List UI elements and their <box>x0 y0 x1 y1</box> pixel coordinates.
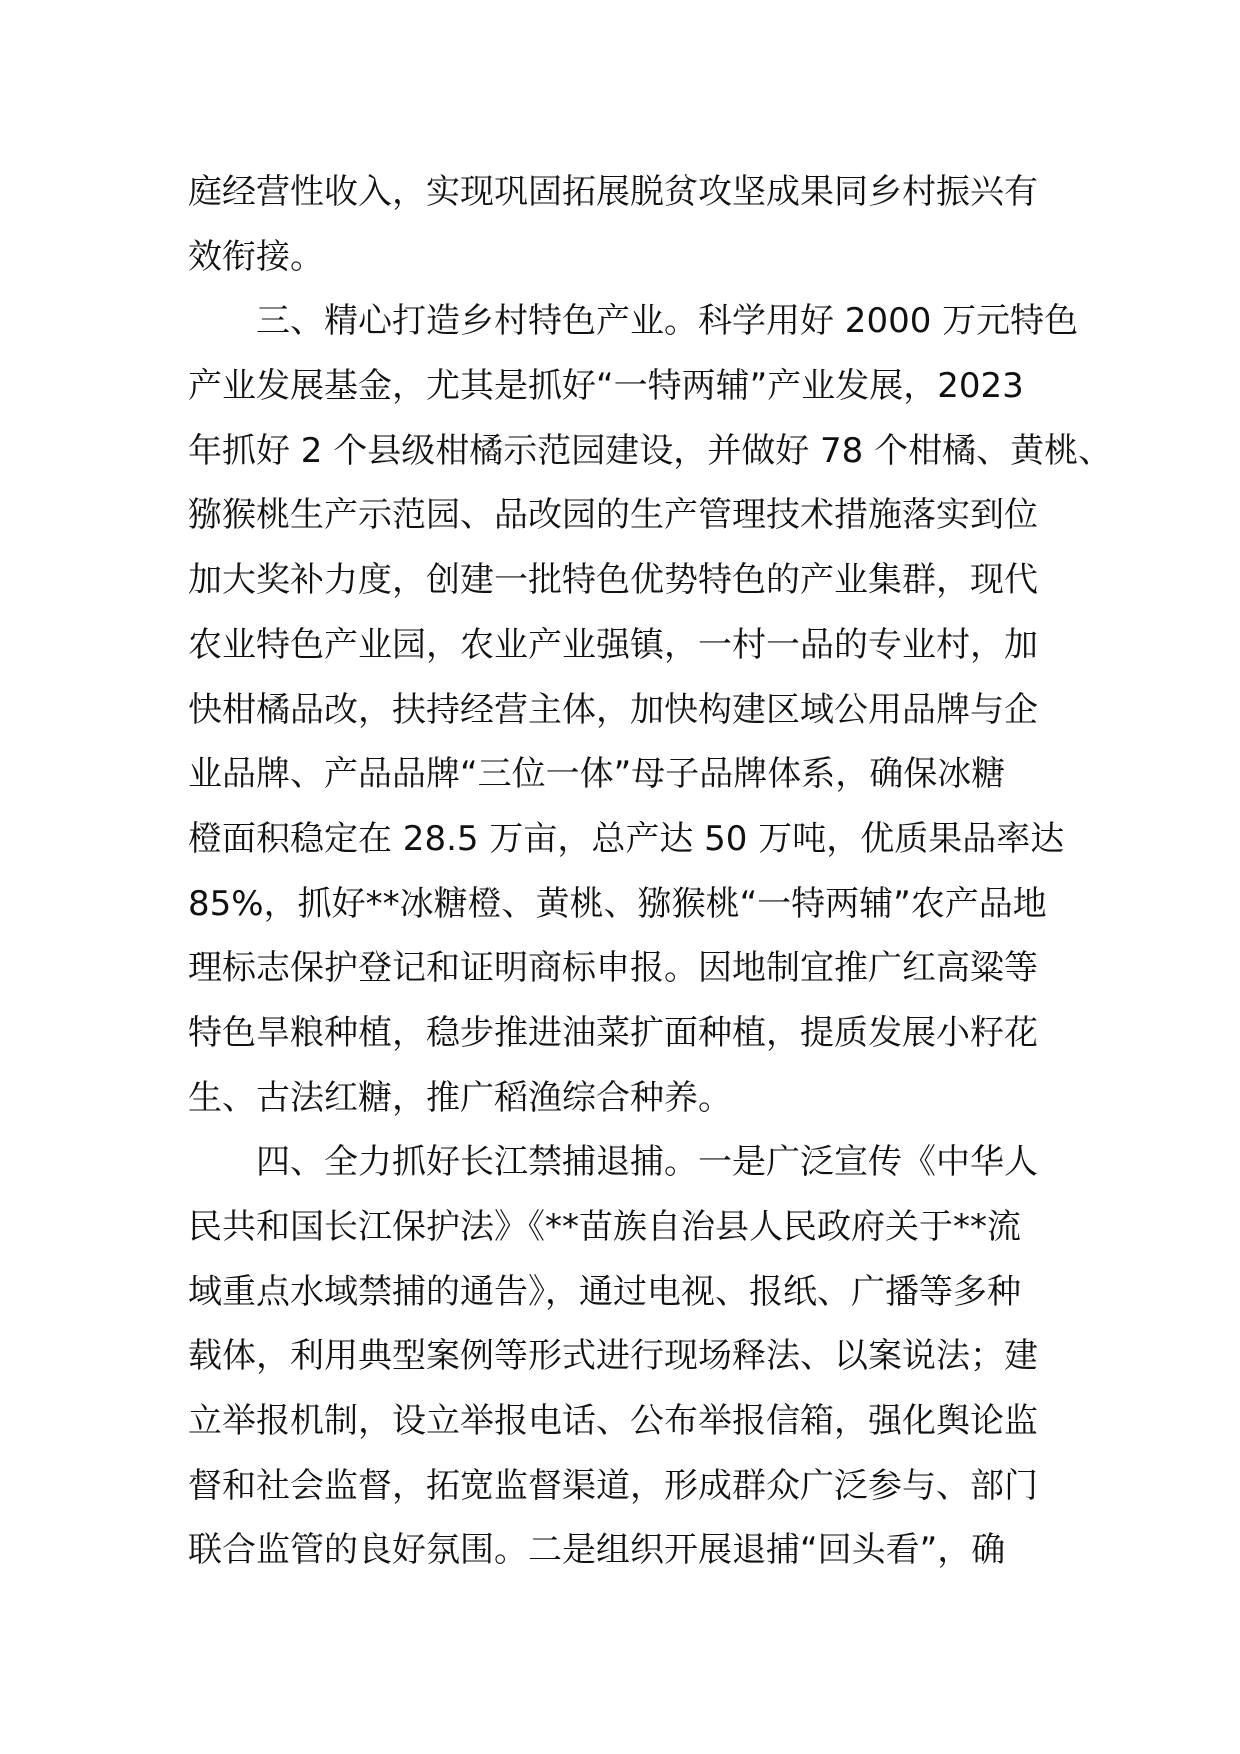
text-line: 庭经营性收入，实现巩固拓展脱贫攻坚成果同乡村振兴有 <box>188 172 1038 212</box>
text-line: 民共和国长江保护法》《**苗族自治县人民政府关于**流 <box>188 1207 1021 1247</box>
text-line: 产业发展基金，尤其是抓好“一特两辅”产业发展，2023 <box>188 366 1024 407</box>
text-line: 农业特色产业园，农业产业强镇，一村一品的专业村，加 <box>188 624 1038 665</box>
text-line: 立举报机制，设立举报电话、公布举报信箱，强化舆论监 <box>188 1401 1038 1442</box>
text-line: 特色旱粮种植，稳步推进油菜扩面种植，提质发展小籽花 <box>188 1012 1038 1053</box>
text-line: 生、古法红糖，推广稻渔综合种养。 <box>188 1077 732 1118</box>
text-line: 快柑橘品改，扶持经营主体，加快构建区域公用品牌与企 <box>188 689 1038 730</box>
section-four-heading-line: 四、全力抓好长江禁捕退捕。一是广泛宣传《中华人 <box>256 1142 1038 1183</box>
section-three-heading-line: 三、精心打造乡村特色产业。科学用好 2000 万元特色 <box>256 301 1079 342</box>
body-text <box>188 160 1113 1583</box>
text-line: 年抓好 2 个县级柑橘示范园建设，并做好 78 个柑橘、黄桃、 <box>188 430 1113 471</box>
text-line: 85%，抓好**冰糖橙、黄桃、猕猴桃“一特两辅”农产品地 <box>188 883 1047 924</box>
text-line: 联合监管的良好氛围。二是组织开展退捕“回头看”，确 <box>188 1530 1006 1571</box>
text-line: 加大奖补力度，创建一批特色优势特色的产业集群，现代 <box>188 560 1038 601</box>
text-line: 业品牌、产品品牌“三位一体”母子品牌体系，确保冰糖 <box>188 754 1006 795</box>
text-line: 效衔接。 <box>188 236 324 277</box>
text-line: 督和社会监督，拓宽监督渠道，形成群众广泛参与、部门 <box>188 1465 1038 1506</box>
text-line: 理标志保护登记和证明商标申报。因地制宜推广红高粱等 <box>188 948 1038 989</box>
text-line: 载体，利用典型案例等形式进行现场释法、以案说法；建 <box>188 1336 1038 1377</box>
text-line: 域重点水域禁捕的通告》，通过电视、报纸、广播等多种 <box>188 1271 1021 1312</box>
text-line: 橙面积稳定在 28.5 万亩，总产达 50 万吨，优质果品率达 <box>188 818 1065 859</box>
text-line: 猕猴桃生产示范园、品改园的生产管理技术措施落实到位 <box>188 495 1038 536</box>
